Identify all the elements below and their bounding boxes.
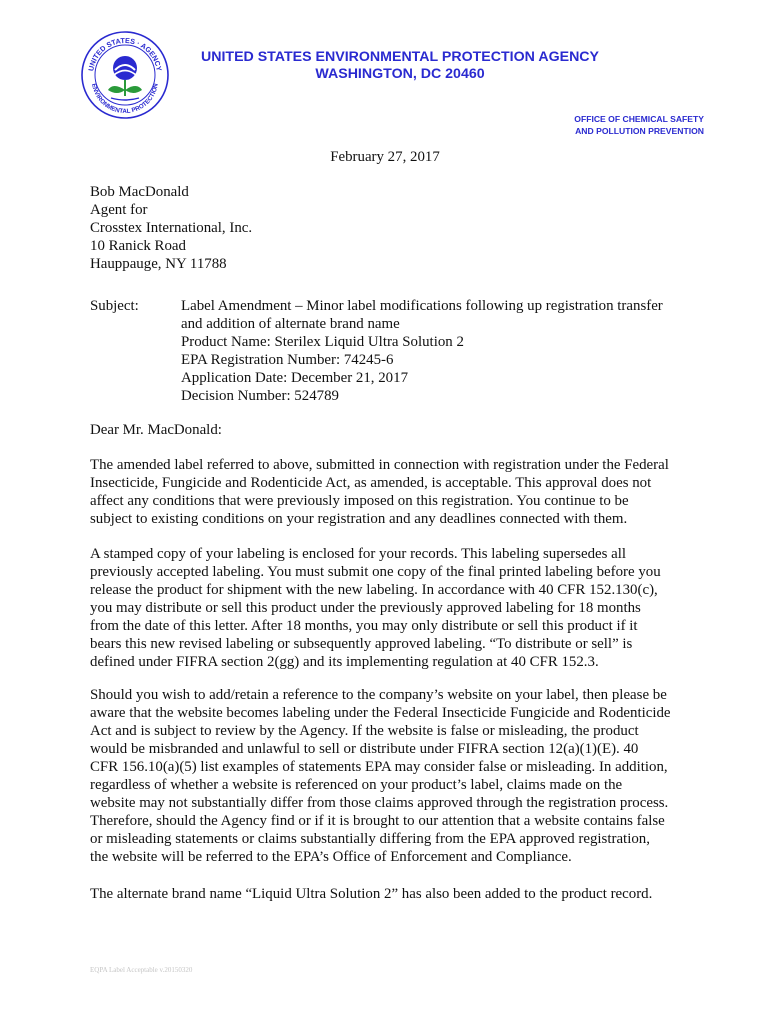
address-line: Hauppauge, NY 11788: [90, 256, 227, 272]
letter-date: February 27, 2017: [330, 149, 440, 165]
paragraph-line: bears this new revised labeling or subsequently approved labeling. “To distribute or sell” is: [90, 636, 633, 652]
footer-version: EQPA Label Acceptable v.20150320: [90, 966, 193, 974]
product-name: Product Name: Sterilex Liquid Ultra Solution 2: [181, 334, 464, 350]
registration-number: EPA Registration Number: 74245-6: [181, 352, 394, 368]
office-line-1: OFFICE OF CHEMICAL SAFETY: [574, 114, 704, 124]
paragraph-line: release the product for shipment with the new labeling. In accordance with 40 CFR 152.130(c),: [90, 582, 658, 598]
paragraph-website: [90, 686, 690, 866]
recipient-address: [90, 183, 252, 273]
paragraph-line: regardless of whether a website is referenced on your product’s label, claims made on the: [90, 777, 623, 793]
paragraph-line: Therefore, should the Agency find or if it is brought to our attention that a website contains false: [90, 813, 665, 829]
office-name: [574, 113, 704, 137]
agency-name: UNITED STATES ENVIRONMENTAL PROTECTION AGENCY: [200, 49, 600, 65]
office-line-2: AND POLLUTION PREVENTION: [575, 126, 704, 136]
paragraph-line: from the date of this letter. After 18 months, you may only distribute or sell this product if it: [90, 618, 638, 634]
subject-label: Subject:: [90, 298, 139, 314]
decision-number: Decision Number: 524789: [181, 388, 339, 404]
agency-header: [150, 49, 650, 83]
address-line: Agent for: [90, 202, 148, 218]
application-date: Application Date: December 21, 2017: [181, 370, 409, 386]
paragraph-line: previously accepted labeling. You must submit one copy of the final printed labeling before you: [90, 564, 661, 580]
paragraph-line: Act and is subject to review by the Agency. If the website is false or misleading, the product: [90, 723, 639, 739]
paragraph-line: would be misbranded and unlawful to sell or distribute under FIFRA section 12(a)(1)(E). 40: [90, 741, 639, 757]
salutation: Dear Mr. MacDonald:: [90, 422, 222, 438]
subject-line: Label Amendment – Minor label modifications following up registration transfer: [181, 298, 663, 314]
subject-block: [181, 297, 681, 405]
paragraph-line: website may not substantially differ from those claims approved through the registration process.: [90, 795, 669, 811]
paragraph-line: the website will be referred to the EPA’s Office of Enforcement and Compliance.: [90, 849, 572, 865]
paragraph-line: CFR 156.10(a)(5) list examples of statements EPA may consider false or misleading. In addition,: [90, 759, 668, 775]
paragraph-line: Should you wish to add/retain a reference to the company’s website on your label, then please be: [90, 687, 667, 703]
paragraph-line: aware that the website becomes labeling under the Federal Insecticide Fungicide and Rodenticide: [90, 705, 671, 721]
paragraph-line: affect any conditions that were previously imposed on this registration. You continue to be: [90, 493, 629, 509]
address-line: Bob MacDonald: [90, 184, 189, 200]
paragraph-line: defined under FIFRA section 2(gg) and its implementing regulation at 40 CFR 152.3.: [90, 654, 599, 670]
paragraph-approval: [90, 456, 690, 528]
agency-city: WASHINGTON, DC 20460: [315, 66, 485, 82]
paragraph-labeling: [90, 545, 690, 671]
subject-line: and addition of alternate brand name: [181, 316, 400, 332]
paragraph-line: subject to existing conditions on your registration and any deadlines connected with them.: [90, 511, 628, 527]
address-line: 10 Ranick Road: [90, 238, 186, 254]
paragraph-line: Insecticide, Fungicide and Rodenticide Act, as amended, is acceptable. This approval does not: [90, 475, 652, 491]
paragraph-line: you may distribute or sell this product under the previously approved labeling for 18 months: [90, 600, 641, 616]
paragraph-line: or misleading statements or claims substantially differing from the EPA approved registration,: [90, 831, 650, 847]
paragraph-line: The amended label referred to above, submitted in connection with registration under the Federal: [90, 457, 669, 473]
svg-text:UNITED STATES · AGENCY: UNITED STATES · AGENCY: [86, 35, 164, 72]
paragraph-brand-name: [90, 885, 690, 903]
paragraph-line: A stamped copy of your labeling is enclosed for your records. This labeling supersedes all: [90, 546, 627, 562]
paragraph-line: The alternate brand name “Liquid Ultra Solution 2” has also been added to the product record.: [90, 886, 653, 902]
svg-text:ENVIRONMENTAL PROTECTION: ENVIRONMENTAL PROTECTION: [90, 82, 160, 116]
address-line: Crosstex International, Inc.: [90, 220, 253, 236]
